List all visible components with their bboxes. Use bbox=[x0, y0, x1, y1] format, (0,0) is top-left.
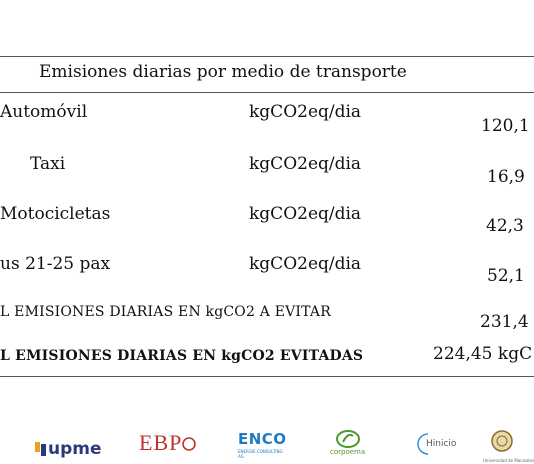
row-label-bus: us 21-25 pax bbox=[0, 254, 111, 274]
total-avoided-label: L EMISIONES DIARIAS EN kgCO2 EVITADAS bbox=[0, 348, 364, 364]
ebp-circle-icon bbox=[182, 434, 196, 452]
upme-wordmark: upme bbox=[48, 439, 102, 459]
header-rule bbox=[0, 92, 534, 93]
ebp-wordmark: EBP bbox=[139, 430, 183, 455]
row-unit-automovil: kgCO2eq/dia bbox=[249, 102, 362, 122]
enco-wordmark: ENCO bbox=[238, 430, 287, 448]
top-rule bbox=[0, 56, 534, 57]
total-avoid-value: 231,4 bbox=[480, 312, 529, 332]
row-value-bus: 52,1 bbox=[487, 266, 525, 286]
row-unit-taxi: kgCO2eq/dia bbox=[249, 154, 362, 174]
ebp-logo bbox=[139, 430, 196, 456]
corpoema-leaf-icon bbox=[335, 430, 361, 448]
university-seal bbox=[483, 430, 534, 463]
row-value-motocicletas: 42,3 bbox=[486, 216, 524, 236]
corpoema-wordmark: corpoema bbox=[330, 448, 366, 456]
bottom-rule bbox=[0, 376, 534, 377]
hinicio-wordmark: Hinicio bbox=[426, 439, 457, 449]
university-name: Universidad de Manizales bbox=[483, 458, 534, 463]
hinicio-logo bbox=[414, 432, 456, 456]
row-unit-motocicletas: kgCO2eq/dia bbox=[249, 204, 362, 224]
seal-icon bbox=[491, 430, 513, 454]
row-label-automovil: Automóvil bbox=[0, 102, 88, 122]
corpoema-logo bbox=[330, 430, 365, 456]
table-header: Emisiones diarias por medio de transporte bbox=[39, 62, 407, 82]
upme-logo bbox=[34, 434, 102, 464]
total-avoided-value: 224,45 kgC bbox=[433, 344, 533, 364]
row-label-taxi: Taxi bbox=[30, 154, 66, 174]
row-unit-bus: kgCO2eq/dia bbox=[249, 254, 362, 274]
row-label-motocicletas: Motocicletas bbox=[0, 204, 111, 224]
upme-icon bbox=[34, 440, 48, 458]
total-avoid-label: L EMISIONES DIARIAS EN kgCO2 A EVITAR bbox=[0, 304, 331, 320]
enco-logo bbox=[238, 430, 287, 459]
row-value-taxi: 16,9 bbox=[487, 167, 525, 187]
footer-logos bbox=[0, 420, 534, 462]
enco-tagline: ENERGIE CONSULTING AG bbox=[238, 449, 283, 459]
row-value-automovil: 120,1 bbox=[481, 116, 530, 136]
